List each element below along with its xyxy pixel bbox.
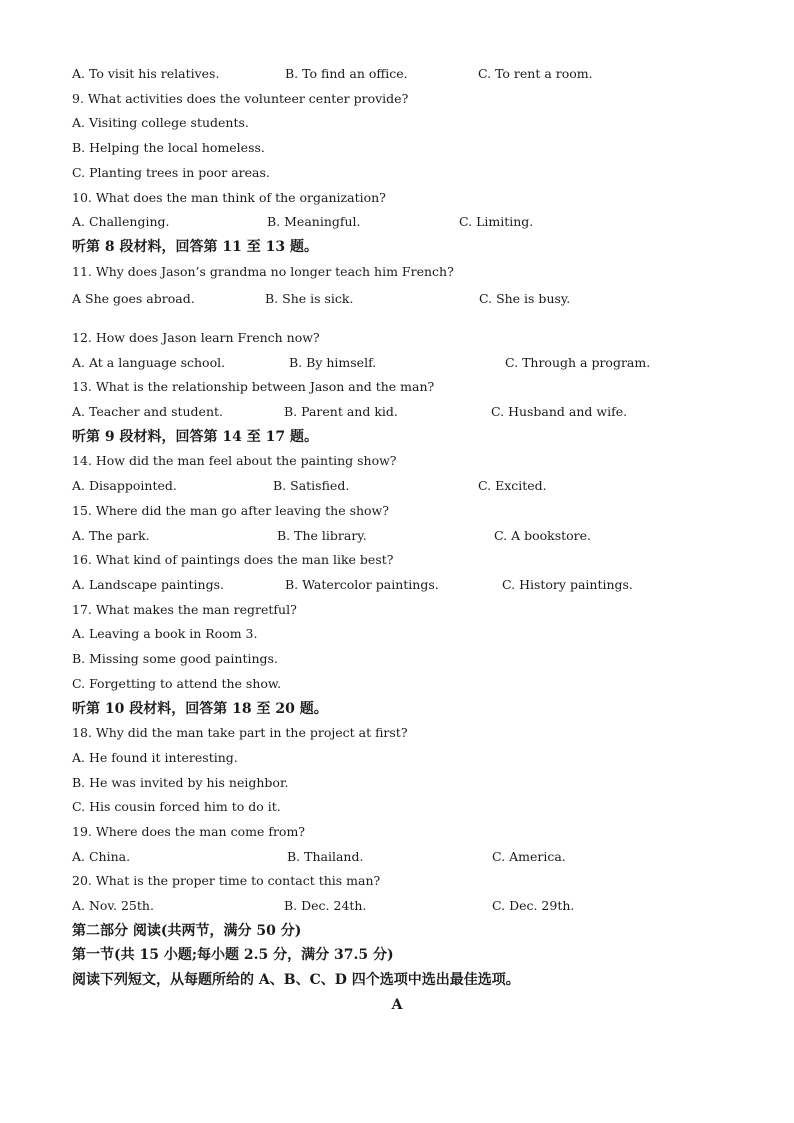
- q9-option-b: B. Helping the local homeless.: [72, 140, 265, 155]
- q13-option-a: A. Teacher and student.: [72, 404, 224, 419]
- q14-option-a: A. Disappointed.: [72, 478, 177, 493]
- q16-option-c: C. History paintings.: [502, 577, 633, 592]
- section-9-heading: 听第 9 段材料，回答第 14 至 17 题。: [72, 429, 318, 445]
- q9-question: 9. What activities does the volunteer center provide?: [72, 91, 409, 106]
- q17-option-b: B. Missing some good paintings.: [72, 651, 278, 666]
- q19-option-c: C. America.: [492, 849, 566, 864]
- q8-option-b: B. To find an office.: [285, 66, 408, 81]
- section-8-heading: 听第 8 段材料，回答第 11 至 13 题。: [72, 239, 318, 255]
- section-10-heading: 听第 10 段材料，回答第 18 至 20 题。: [72, 701, 328, 717]
- q19-option-a: A. China.: [72, 849, 131, 864]
- q15-option-c: C. A bookstore.: [494, 528, 592, 543]
- q8-option-c: C. To rent a room.: [478, 66, 593, 81]
- q9-option-a: A. Visiting college students.: [72, 115, 249, 130]
- q20-question: 20. What is the proper time to contact this man?: [72, 873, 381, 888]
- q14-option-c: C. Excited.: [478, 478, 547, 493]
- q18-question: 18. Why did the man take part in the project at first?: [72, 725, 408, 740]
- q10-option-b: B. Meaningful.: [267, 214, 361, 229]
- q19-question: 19. Where does the man come from?: [72, 824, 306, 839]
- q10-option-a: A. Challenging.: [72, 214, 170, 229]
- q18-option-b: B. He was invited by his neighbor.: [72, 775, 289, 790]
- q13-option-c: C. Husband and wife.: [491, 404, 628, 419]
- reading-instruction: 阅读下列短文，从每题所给的 A、B、C、D 四个选项中选出最佳选项。: [72, 972, 520, 988]
- q20-option-a: A. Nov. 25th.: [72, 898, 154, 913]
- q15-option-a: A. The park.: [72, 528, 150, 543]
- q15-option-b: B. The library.: [277, 528, 367, 543]
- q11-option-a: A She goes abroad.: [72, 291, 195, 306]
- q14-option-b: B. Satisfied.: [273, 478, 350, 493]
- q12-option-c: C. Through a program.: [505, 355, 651, 370]
- q17-option-c: C. Forgetting to attend the show.: [72, 676, 282, 691]
- passage-letter: A: [391, 997, 403, 1013]
- q18-option-a: A. He found it interesting.: [72, 750, 238, 765]
- q20-option-c: C. Dec. 29th.: [492, 898, 575, 913]
- q12-option-b: B. By himself.: [289, 355, 377, 370]
- q18-option-c: C. His cousin forced him to do it.: [72, 799, 281, 814]
- q10-option-c: C. Limiting.: [459, 214, 534, 229]
- q19-option-b: B. Thailand.: [287, 849, 364, 864]
- part-2-heading: 第二部分 阅读(共两节，满分 50 分): [72, 923, 302, 939]
- q12-question: 12. How does Jason learn French now?: [72, 330, 320, 345]
- q11-option-c: C. She is busy.: [479, 291, 571, 306]
- q8-option-a: A. To visit his relatives.: [72, 66, 220, 81]
- q17-question: 17. What makes the man regretful?: [72, 602, 297, 617]
- q16-option-a: A. Landscape paintings.: [72, 577, 224, 592]
- q14-question: 14. How did the man feel about the painting show?: [72, 453, 397, 468]
- q9-option-c: C. Planting trees in poor areas.: [72, 165, 270, 180]
- q10-question: 10. What does the man think of the organization?: [72, 190, 386, 205]
- q12-option-a: A. At a language school.: [72, 355, 226, 370]
- q13-option-b: B. Parent and kid.: [284, 404, 398, 419]
- q11-question: 11. Why does Jason’s grandma no longer teach him French?: [72, 264, 454, 279]
- part-2-section-1-heading: 第一节(共 15 小题;每小题 2.5 分，满分 37.5 分): [72, 947, 394, 963]
- q17-option-a: A. Leaving a book in Room 3.: [72, 626, 258, 641]
- q16-option-b: B. Watercolor paintings.: [285, 577, 439, 592]
- q11-option-b: B. She is sick.: [265, 291, 354, 306]
- q13-question: 13. What is the relationship between Jason and the man?: [72, 379, 435, 394]
- q15-question: 15. Where did the man go after leaving the show?: [72, 503, 389, 518]
- q20-option-b: B. Dec. 24th.: [284, 898, 367, 913]
- q16-question: 16. What kind of paintings does the man like best?: [72, 552, 394, 567]
